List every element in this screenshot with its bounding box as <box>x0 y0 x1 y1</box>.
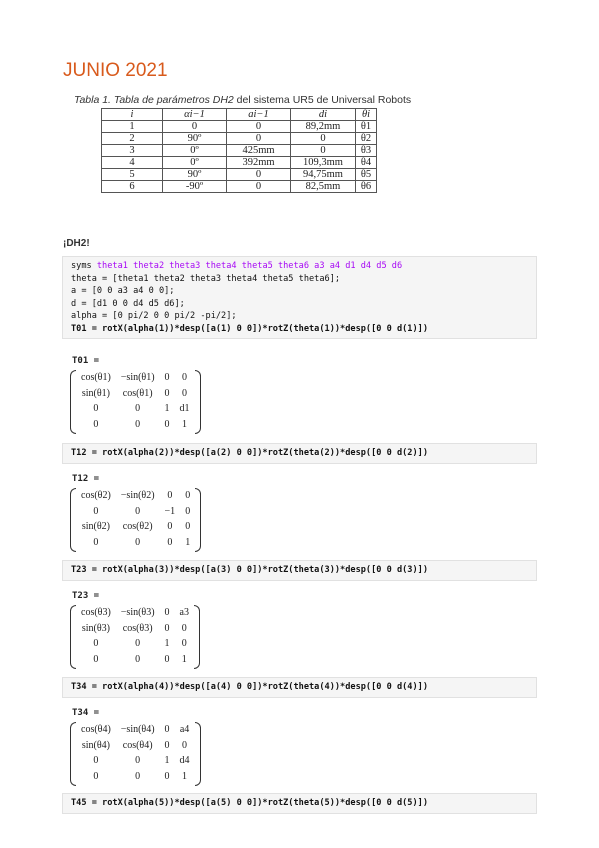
matrix-cell: cos(θ1) <box>122 387 153 399</box>
code-line: theta = [theta1 theta2 theta3 theta4 theta5 theta6]; <box>71 273 341 284</box>
matrix-cell: 1 <box>164 755 170 767</box>
code-line: T12 = rotX(alpha(2))*desp([a(2) 0 0])*rotZ(theta(2))*desp([0 0 d(2)]) <box>71 448 428 458</box>
syms-keyword: syms <box>71 261 97 271</box>
matrix-cell: 0 <box>185 521 191 533</box>
table-cell: -90º <box>163 181 227 193</box>
header-a: ai−1 <box>227 109 291 121</box>
table-row <box>102 145 377 157</box>
table-cell: 3 <box>102 145 163 157</box>
table-cell: 109,3mm <box>291 157 356 169</box>
matrix-cell: 0 <box>135 536 141 548</box>
matrix-cell: d4 <box>179 755 190 767</box>
matrix-cell: 0 <box>164 622 170 634</box>
matrix-cell: 1 <box>164 403 170 415</box>
table-cell: 0 <box>291 145 356 157</box>
table-cell: 392mm <box>227 157 291 169</box>
matrix-t23 <box>70 605 200 667</box>
code-line: T23 = rotX(alpha(3))*desp([a(3) 0 0])*rotZ(theta(3))*desp([0 0 d(3)]) <box>71 565 428 575</box>
matrix-cell: 0 <box>182 372 188 384</box>
caption-italic: Tabla 1. Tabla de parámetros DH2 <box>74 94 234 106</box>
table-cell: θ1 <box>356 121 377 133</box>
table-row <box>102 157 377 169</box>
dh-parameter-table <box>101 108 377 193</box>
table-cell: 4 <box>102 157 163 169</box>
table-cell: 0º <box>163 145 227 157</box>
table-cell: 0 <box>291 133 356 145</box>
matrix-t34 <box>70 722 201 784</box>
matrix-cell: sin(θ4) <box>81 739 110 751</box>
matrix-cell: 0 <box>167 536 173 548</box>
matrix-cell: 0 <box>167 521 173 533</box>
matrix-cell: −sin(θ3) <box>120 607 155 619</box>
code-line: a = [0 0 a3 a4 0 0]; <box>71 286 175 296</box>
left-bracket <box>70 370 76 434</box>
code-line: d = [d1 0 0 d4 d5 d6]; <box>71 298 185 309</box>
matrix-cell: sin(θ3) <box>81 622 110 634</box>
matrix-cell: a3 <box>179 607 189 619</box>
output-label-t34: T34 = <box>72 708 100 718</box>
matrix-row <box>76 722 195 738</box>
matrix-row <box>76 417 195 433</box>
matrix-cell: cos(θ3) <box>81 607 111 619</box>
matrix-row <box>76 535 195 551</box>
matrix-cell: 0 <box>135 755 141 767</box>
table-cell: θ2 <box>356 133 377 145</box>
code-line: T34 = rotX(alpha(4))*desp([a(4) 0 0])*rotZ(theta(4))*desp([0 0 d(4)]) <box>71 682 428 692</box>
matrix-t12 <box>70 488 201 550</box>
table-cell: 0º <box>163 157 227 169</box>
matrix-row <box>76 621 194 637</box>
matrix-cell: 0 <box>93 653 99 665</box>
table-caption <box>74 94 411 106</box>
matrix-cell: 0 <box>93 638 99 650</box>
table-row <box>102 169 377 181</box>
matrix-cell: 1 <box>181 653 187 665</box>
matrix-row <box>76 652 194 668</box>
matrix-cell: 1 <box>182 770 188 782</box>
matrix-cell: −sin(θ2) <box>120 490 155 502</box>
table-cell: 425mm <box>227 145 291 157</box>
table-cell: 0 <box>227 133 291 145</box>
matrix-row <box>76 738 195 754</box>
matrix-t01 <box>70 370 201 432</box>
matrix-cell: 0 <box>135 505 141 517</box>
table-cell: 0 <box>227 181 291 193</box>
matrix-cell: 0 <box>164 387 170 399</box>
matrix-cell: cos(θ2) <box>81 490 111 502</box>
matrix-cell: cos(θ3) <box>122 622 153 634</box>
matrix-cell: sin(θ1) <box>81 387 110 399</box>
matrix-cell: 0 <box>93 536 99 548</box>
matrix-cell: 1 <box>182 418 188 430</box>
code-block-t34[interactable] <box>62 677 537 698</box>
code-line: T45 = rotX(alpha(5))*desp([a(5) 0 0])*rotZ(theta(5))*desp([0 0 d(5)]) <box>71 798 428 808</box>
matrix-cell: 0 <box>164 724 170 736</box>
table-cell: 0 <box>227 121 291 133</box>
matrix-row <box>76 636 194 652</box>
matrix-row <box>76 753 195 769</box>
matrix-cell: cos(θ1) <box>81 372 111 384</box>
matrix-cell: 0 <box>164 607 170 619</box>
code-line: alpha = [0 pi/2 0 0 pi/2 -pi/2]; <box>71 311 237 321</box>
table-cell: θ4 <box>356 157 377 169</box>
table-row <box>102 121 377 133</box>
matrix-cell: 1 <box>185 536 191 548</box>
table-cell: 6 <box>102 181 163 193</box>
matrix-cell: 0 <box>182 739 188 751</box>
matrix-cell: 0 <box>164 739 170 751</box>
matrix-cell: 0 <box>93 403 99 415</box>
right-bracket <box>195 488 201 552</box>
matrix-cell: 1 <box>164 638 170 650</box>
table-cell: 82,5mm <box>291 181 356 193</box>
matrix-cell: 0 <box>93 505 99 517</box>
left-bracket <box>70 722 76 786</box>
matrix-row <box>76 519 195 535</box>
matrix-cell: 0 <box>135 638 141 650</box>
table-cell: 1 <box>102 121 163 133</box>
matrix-cell: 0 <box>93 755 99 767</box>
table-cell: 89,2mm <box>291 121 356 133</box>
code-block-t45[interactable] <box>62 793 537 814</box>
table-cell: θ6 <box>356 181 377 193</box>
table-cell: 94,75mm <box>291 169 356 181</box>
output-label-t12: T12 = <box>72 474 100 484</box>
caption-rest: del sistema UR5 de Universal Robots <box>233 94 412 106</box>
matrix-cell: 0 <box>164 653 170 665</box>
header-d: di <box>291 109 356 121</box>
output-label-t01: T01 = <box>72 356 100 366</box>
matrix-cell: cos(θ2) <box>122 521 153 533</box>
matrix-cell: −1 <box>164 505 176 517</box>
code-block-t12[interactable] <box>62 443 537 464</box>
matrix-cell: 0 <box>93 418 99 430</box>
code-block-t23[interactable] <box>62 560 537 581</box>
matrix-row <box>76 386 195 402</box>
matrix-cell: a4 <box>179 724 190 736</box>
matrix-cell: cos(θ4) <box>122 739 153 751</box>
table-cell: 0 <box>163 121 227 133</box>
header-i: i <box>102 109 163 121</box>
matrix-cell: 0 <box>181 622 187 634</box>
table-cell: 90º <box>163 169 227 181</box>
matrix-row <box>76 605 194 621</box>
matrix-row <box>76 504 195 520</box>
matrix-cell: −sin(θ1) <box>120 372 155 384</box>
matrix-cell: −sin(θ4) <box>120 724 155 736</box>
matrix-row <box>76 769 195 785</box>
section-heading: ¡DH2! <box>63 238 90 249</box>
code-line-syms <box>71 260 528 273</box>
matrix-cell: 0 <box>135 403 141 415</box>
matrix-cell: sin(θ2) <box>81 521 110 533</box>
table-cell: 2 <box>102 133 163 145</box>
left-bracket <box>70 605 76 669</box>
table-cell: 90º <box>163 133 227 145</box>
left-bracket <box>70 488 76 552</box>
matrix-row <box>76 488 195 504</box>
matrix-cell: 0 <box>167 490 173 502</box>
matrix-cell: 0 <box>135 770 141 782</box>
matrix-cell: 0 <box>164 418 170 430</box>
matrix-cell: 0 <box>181 638 187 650</box>
matrix-cell: 0 <box>185 490 191 502</box>
page-title: JUNIO 2021 <box>63 60 168 81</box>
matrix-cell: 0 <box>135 418 141 430</box>
table-cell: 0 <box>227 169 291 181</box>
header-theta: θi <box>356 109 377 121</box>
code-block-main[interactable] <box>62 256 537 339</box>
table-cell: θ5 <box>356 169 377 181</box>
syms-variables: theta1 theta2 theta3 theta4 theta5 theta6 a3 a4 d1 d4 d5 d6 <box>96 261 403 271</box>
matrix-cell: 0 <box>164 372 170 384</box>
matrix-row <box>76 401 195 417</box>
table-header-row <box>102 109 377 121</box>
matrix-cell: 0 <box>93 770 99 782</box>
table-row <box>102 133 377 145</box>
right-bracket <box>195 370 201 434</box>
right-bracket <box>195 722 201 786</box>
matrix-cell: 0 <box>182 387 188 399</box>
matrix-cell: d1 <box>179 403 190 415</box>
matrix-cell: 0 <box>185 505 191 517</box>
matrix-cell: cos(θ4) <box>81 724 111 736</box>
table-cell: 5 <box>102 169 163 181</box>
code-line: T01 = rotX(alpha(1))*desp([a(1) 0 0])*rotZ(theta(1))*desp([0 0 d(1)]) <box>71 323 428 334</box>
table-row <box>102 181 377 193</box>
output-label-t23: T23 = <box>72 591 100 601</box>
header-alpha: αi−1 <box>163 109 227 121</box>
table-cell: θ3 <box>356 145 377 157</box>
matrix-cell: 0 <box>135 653 141 665</box>
matrix-row <box>76 370 195 386</box>
matrix-cell: 0 <box>164 770 170 782</box>
right-bracket <box>194 605 200 669</box>
